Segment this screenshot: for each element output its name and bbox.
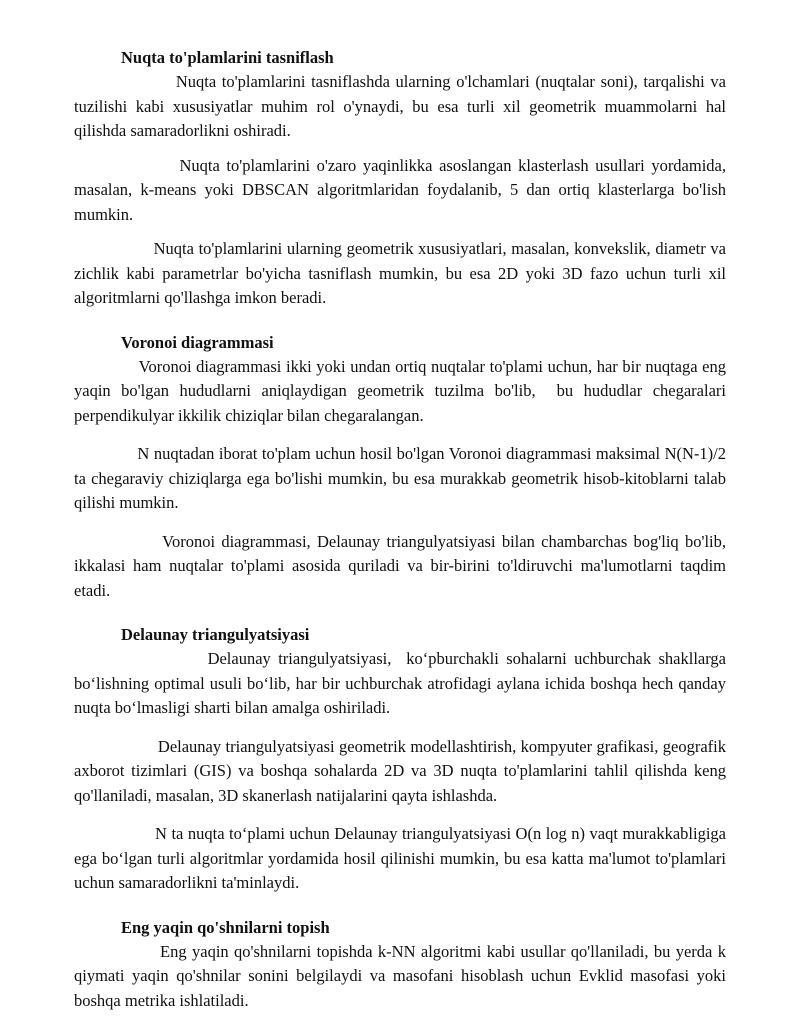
section-heading: Nuqta to'plamlarini tasniflash xyxy=(121,48,334,67)
paragraph: Voronoi diagrammasi ikki yoki undan ortiq nuqtalar to'plami uchun, har bir nuqtaga eng yaqin bo'lgan hududlarni aniqlaydigan geometrik tuzilma bo'lib, bu hududlar chegaralari perpendikulyar ikkilik chiziqlar bilan chegaralangan. xyxy=(74,356,731,425)
paragraph: Delaunay triangulyatsiyasi geometrik modellashtirish, kompyuter grafikasi, geografik axborot tizimlari (GIS) va boshqa sohalarda 2D va 3D nuqta to'plamlarini tahlil qilishda keng qo'llaniladi, masalan, 3D skanerlash natijalarini qayta ishlashda. xyxy=(74,736,731,805)
section-heading: Eng yaqin qo'shnilarni topish xyxy=(121,917,330,937)
paragraph: Delaunay triangulyatsiyasi, ko‘pburchakli sohalarni uchburchak shakllarga bo‘lishning optimal usuli bo‘lib, har bir uchburchak atrofidagi aylana ichida boshqa hech qanday nuqta bo‘lmasligi sharti bilan amalga oshiriladi. xyxy=(74,649,731,717)
paragraph: Nuqta to'plamlarini tasniflashda ularning o'lchamlari (nuqtalar soni), tarqalishi va tuzilishi kabi xususiyatlar muhim rol o'ynaydi, bu esa turli xil geometrik muammolarni hal qilishda samaradorlikni oshiradi. xyxy=(74,72,731,140)
section-heading: Delaunay triangulyatsiyasi xyxy=(121,625,310,644)
paragraph: Nuqta to'plamlarini o'zaro yaqinlikka asoslangan klasterlash usullari yordamida, masalan, k-means yoki DBSCAN algoritmlaridan foydalanib, 5 dan ortiq klasterlarga bo'lish mumkin. xyxy=(74,155,731,224)
paragraph: N ta nuqta to‘plami uchun Delaunay triangulyatsiyasi O(n log n) vaqt murakkabligiga ega bo‘lgan turli algoritmlar yordamida hosil qilinishi mumkin, bu esa katta ma'lumot to'plamlari uchun samaradorlikni ta'minlaydi. xyxy=(74,824,731,892)
paragraph: N nuqtadan iborat to'plam uchun hosil bo'lgan Voronoi diagrammasi maksimal N(N-1)/2 ta chegaraviy chiziqlarga ega bo'lishi mumkin, bu esa murakkab geometrik hisob-kitoblarni talab qilishi mumkin. xyxy=(74,444,731,512)
paragraph: Voronoi diagrammasi, Delaunay triangulyatsiyasi bilan chambarchas bog'liq bo'lib, ikkalasi ham nuqtalar to'plami asosida quriladi va bir-birini to'ldiruvchi ma'lumotlarni taqdim etadi. xyxy=(74,531,735,600)
document-page xyxy=(74,46,735,1013)
paragraph: Nuqta to'plamlarini ularning geometrik xususiyatlari, masalan, konvekslik, diametr va zichlik kabi parametrlar bo'yicha tasniflash mumkin, bu esa 2D yoki 3D fazo uchun turli xil algoritmlarni qo'llashga imkon beradi. xyxy=(74,239,731,307)
paragraph: Eng yaqin qo'shnilarni topishda k-NN algoritmi kabi usullar qo'llaniladi, bu yerda k qiymati yaqin qo'shnilar sonini belgilaydi va masofani hisoblash uchun Evklid masofasi yoki boshqa metrika ishlatiladi. xyxy=(74,941,731,1010)
section-heading: Voronoi diagrammasi xyxy=(121,332,274,352)
